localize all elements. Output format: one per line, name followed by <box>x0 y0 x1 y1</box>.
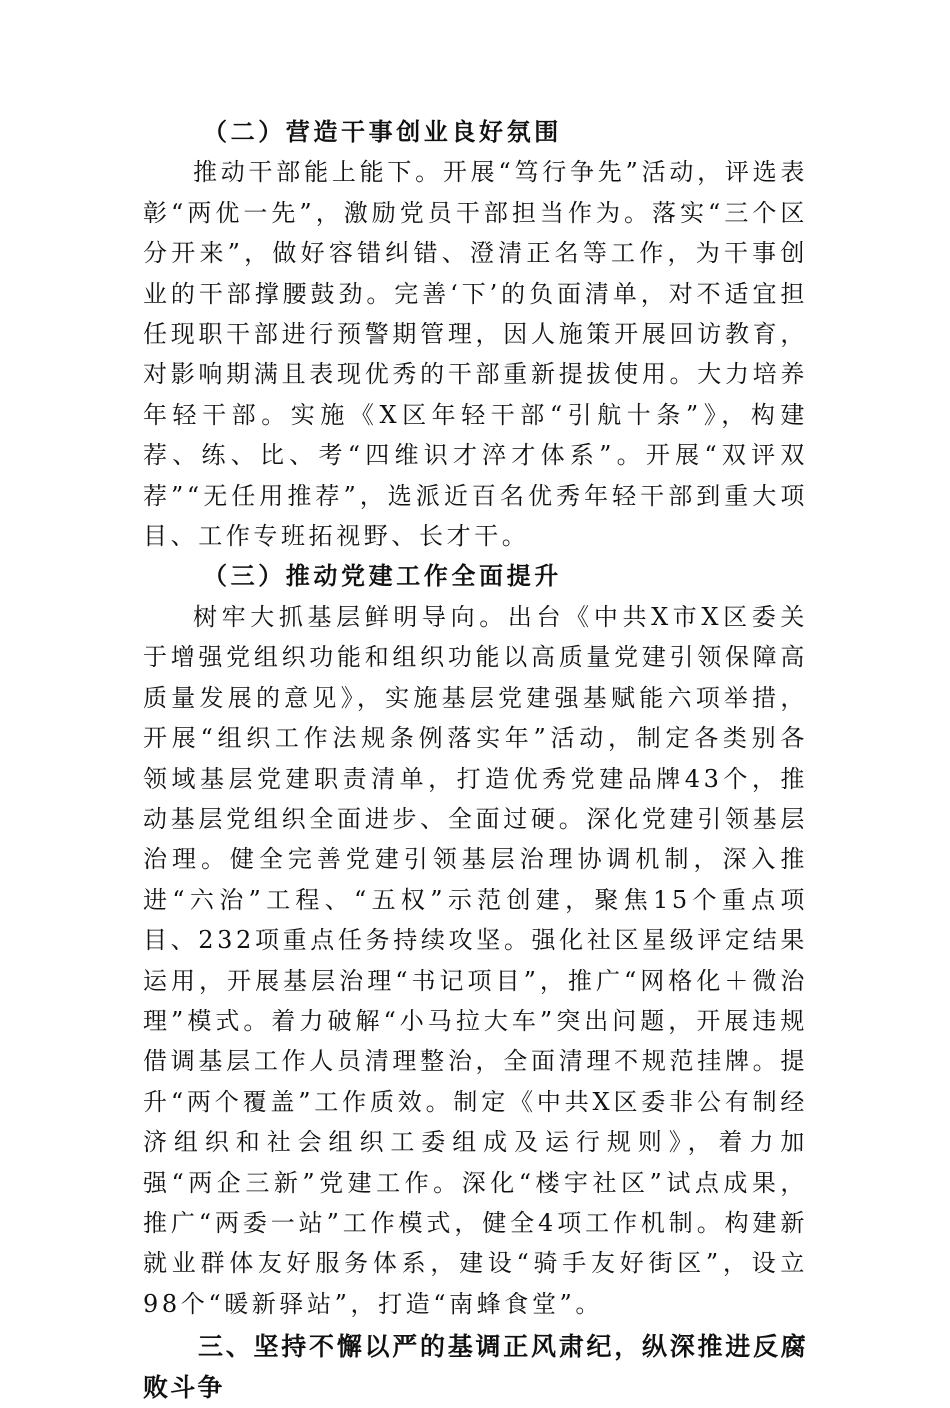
document-body <box>143 112 808 1408</box>
subheading-party-building: （三）推动党建工作全面提升 <box>203 561 562 591</box>
section-heading-anti-corruption: 三、坚持不懈以严的基调正风肃纪，纵深推进反腐败斗争 <box>143 1332 808 1403</box>
paragraph-grassroots-party-building: 树牢大抓基层鲜明导向。出台《中共X市X区委关于增强党组织功能和组织功能以高质量党建引领保障高质量发展的意见》，实施基层党建强基赋能六项举措，开展“组织工作法规条例落实年”活动，制定各类别各领域基层党建职责清单，打造优秀党建品牌43个，推动基层党组织全面进步、全面过硬。深化党建引领基层治理。健全完善党建引领基层治理协调机制，深入推进“六治”工程、“五权”示范创建，聚焦15个重点项目、232项重点任务持续攻坚。强化社区星级评定结果运用，开展基层治理“书记项目”，推广“网格化＋微治理”模式。着力破解“小马拉大车”突出问题，开展违规借调基层工作人员清理整治，全面清理不规范挂牌。提升“两个覆盖”工作质效。制定《中共X区委非公有制经济组织和社会组织工委组成及运行规则》，着力加强“两企三新”党建工作。深化“楼宇社区”试点成果，推广“两委一站”工作模式，健全4项工作机制。构建新就业群体友好服务体系，建设“骑手友好街区”，设立98个“暖新驿站”，打造“南蜂食堂”。 <box>143 602 808 1318</box>
paragraph-cadre-management: 推动干部能上能下。开展“笃行争先”活动，评选表彰“两优一先”，激励党员干部担当作为。落实“三个区分开来”，做好容错纠错、澄清正名等工作，为干事创业的干部撑腰鼓劲。完善‘下’的负面清单，对不适宜担任现职干部进行预警期管理，因人施策开展回访教育，对影响期满且表现优秀的干部重新提拔使用。大力培养年轻干部。实施《X区年轻干部“引航十条”》，构建荐、练、比、考“四维识才淬才体系”。开展“双评双荐”“无任用推荐”，选派近百名优秀年轻干部到重大项目、工作专班拓视野、长才干。 <box>143 158 808 551</box>
subheading-create-atmosphere: （二）营造干事创业良好氛围 <box>203 117 562 146</box>
